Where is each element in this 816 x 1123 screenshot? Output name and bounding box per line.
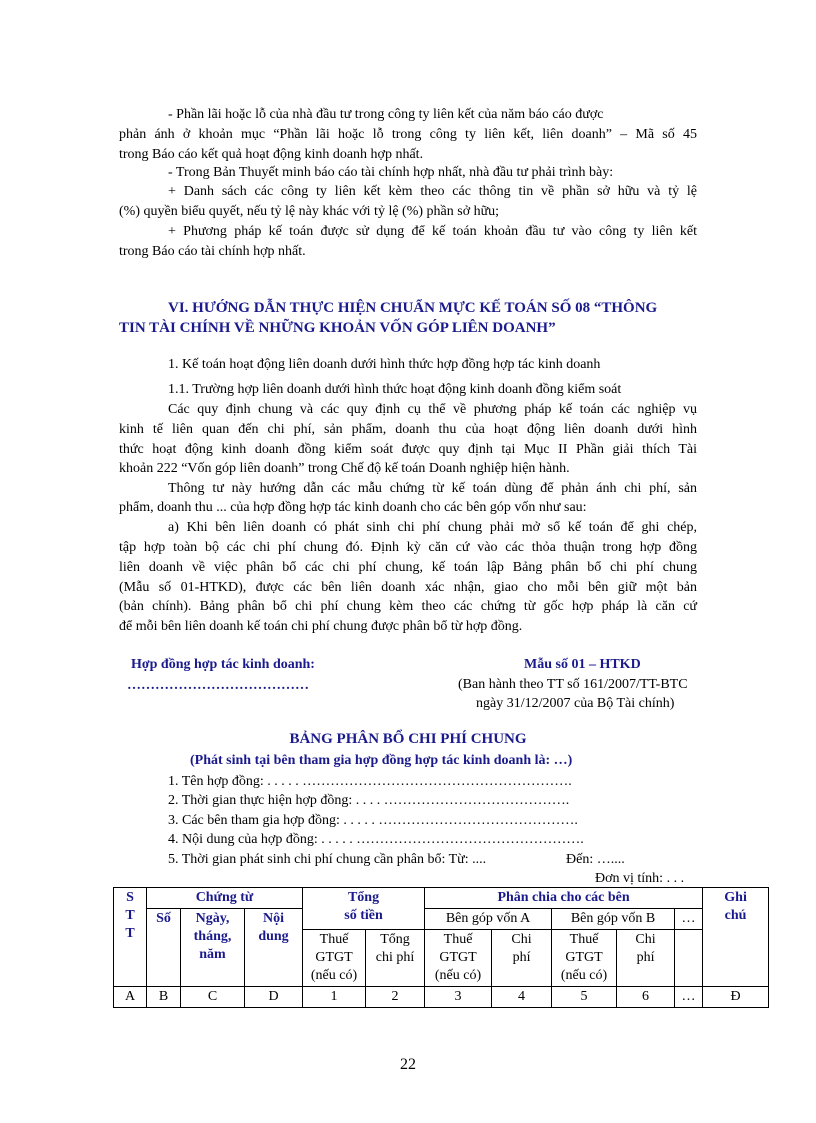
body-p2-line2: phẩm, doanh thu ... của hợp đồng hợp tác kinh doanh cho các bên góp vốn như sau: (119, 500, 587, 515)
body-p3-line2: tập hợp toàn bộ các chi phí chung đó. Định kỳ căn cứ vào các thỏa thuận trong hợp đồng (119, 540, 697, 555)
col-a-chi-phi: Chi phí (492, 930, 552, 987)
body-p3-line1: a) Khi bên liên doanh có phát sinh chi phí chung phải mở sổ kế toán để ghi chép, (168, 520, 697, 535)
col-so: Số (147, 909, 181, 987)
col-tong-chi-phi: Tổng chi phí (366, 930, 425, 987)
contract-label: Hợp đồng hợp tác kinh doanh: (131, 657, 315, 672)
col-ghi-chu: Ghi chú (703, 888, 769, 987)
code-cell: Đ (703, 987, 769, 1008)
subsection-1: 1. Kế toán hoạt động liên doanh dưới hình thức hợp đồng hợp tác kinh doanh (168, 357, 601, 372)
intro-p1-line1: - Phần lãi hoặc lỗ của nhà đầu tư trong công ty liên kết của năm báo cáo được (168, 107, 604, 122)
contract-dots: ………………………………… (127, 678, 309, 693)
code-cell: 2 (366, 987, 425, 1008)
col-phan-chia: Phân chia cho các bên (425, 888, 703, 909)
table-code-row (114, 987, 769, 1008)
col-ellipsis-sub (675, 930, 703, 987)
field-content: 4. Nội dung của hợp đồng: . . . . . …………………………………………. (168, 832, 584, 847)
body-p1-line4: khoản 222 “Vốn góp liên doanh” trong Chế độ kế toán Doanh nghiệp hiện hành. (119, 461, 570, 476)
table-header-row-2 (114, 909, 769, 930)
code-cell: B (147, 987, 181, 1008)
section-title-line1: VI. HƯỚNG DẪN THỰC HIỆN CHUẨN MỰC KẾ TOÁN SỐ 08 “THÔNG (168, 300, 658, 316)
section-title-line2: TIN TÀI CHÍNH VỀ NHỮNG KHOẢN VỐN GÓP LIÊN DOANH” (119, 320, 556, 336)
col-chung-tu: Chứng từ (147, 888, 303, 909)
code-cell: 4 (492, 987, 552, 1008)
issued-line2: ngày 31/12/2007 của Bộ Tài chính) (476, 696, 675, 711)
code-cell: D (245, 987, 303, 1008)
field-period-to: Đến: ….... (566, 852, 625, 867)
issued-line1: (Ban hành theo TT số 161/2007/TT-BTC (458, 677, 688, 692)
body-p1-line2: kinh tế liên quan đến chi phí, sản phẩm, doanh thu của hoạt động liên doanh dưới hình (119, 422, 697, 437)
body-p3-line4: (Mẫu số 01-HTKD), được các bên liên doanh xác nhận, giao cho mỗi bên giữ một bản (119, 580, 697, 595)
page-number: 22 (400, 1056, 416, 1073)
form-title: BẢNG PHÂN BỔ CHI PHÍ CHUNG (289, 731, 527, 747)
body-p3-line3: liên doanh về việc phân bổ các chi phí chung, kế toán lập Bảng phân bổ chi phí chung (119, 560, 697, 575)
code-cell: 5 (552, 987, 617, 1008)
code-cell: … (675, 987, 703, 1008)
unit-label: Đơn vị tính: . . . (595, 871, 685, 886)
intro-p3-line1: + Danh sách các công ty liên kết kèm theo các thông tin về phần sở hữu và tỷ lệ (168, 184, 697, 199)
col-b-chi-phi: Chi phí (617, 930, 675, 987)
form-number: Mẫu số 01 – HTKD (524, 657, 641, 672)
col-noi-dung: Nội dung (245, 909, 303, 987)
col-ngay: Ngày, tháng, năm (181, 909, 245, 987)
col-ben-b: Bên góp vốn B (552, 909, 675, 930)
intro-p1-line2: phản ánh ở khoản mục “Phần lãi hoặc lỗ trong công ty liên kết, liên doanh” – Mã số 45 (119, 127, 697, 142)
col-ben-a: Bên góp vốn A (425, 909, 552, 930)
col-b-thue: Thuế GTGT (nếu có) (552, 930, 617, 987)
intro-p3-line2: (%) quyền biểu quyết, nếu tỷ lệ này khác với tỷ lệ (%) phần sở hữu; (119, 204, 500, 219)
field-contract-duration: 2. Thời gian thực hiện hợp đồng: . . . . …………………………………. (168, 793, 570, 808)
intro-p4-line1: + Phương pháp kế toán được sử dụng để kế toán khoản đầu tư vào công ty liên kết (168, 224, 697, 239)
body-p3-line5: (bản chính). Bảng phân bổ chi phí chung kèm theo các chứng từ gốc hợp pháp là căn cứ (119, 599, 697, 614)
body-p2-line1: Thông tư này hướng dẫn các mẫu chứng từ kế toán dùng để phản ánh chi phí, sản (168, 481, 697, 496)
body-p1-line3: thức hoạt động kinh doanh đồng kiểm soát được quy định tại Mục II Phần giải thích Tài (119, 442, 697, 457)
intro-p2: - Trong Bản Thuyết minh báo cáo tài chính hợp nhất, nhà đầu tư phải trình bày: (168, 165, 614, 180)
body-p1-line1: Các quy định chung và các quy định cụ thể về phương pháp kế toán các nghiệp vụ (168, 402, 697, 417)
col-a-thue: Thuế GTGT (nếu có) (425, 930, 492, 987)
code-cell: C (181, 987, 245, 1008)
intro-p4-line2: trong Báo cáo tài chính hợp nhất. (119, 244, 306, 259)
code-cell: 3 (425, 987, 492, 1008)
form-subtitle: (Phát sinh tại bên tham gia hợp đồng hợp tác kinh doanh là: …) (190, 753, 573, 768)
col-ellipsis: … (675, 909, 703, 930)
code-cell: 1 (303, 987, 366, 1008)
intro-p1-line3: trong Báo cáo kết quả hoạt động kinh doanh hợp nhất. (119, 147, 424, 162)
field-period-from: 5. Thời gian phát sinh chi phí chung cần phân bổ: Từ: .... (168, 852, 487, 867)
subsection-1-1: 1.1. Trường hợp liên doanh dưới hình thức hoạt động kinh doanh đồng kiểm soát (168, 382, 622, 397)
field-parties: 3. Các bên tham gia hợp đồng: . . . . . ……………………………………. (168, 813, 578, 828)
cost-allocation-table (113, 887, 769, 1008)
col-tong-thue: Thuế GTGT (nếu có) (303, 930, 366, 987)
table-header-row-1 (114, 888, 769, 909)
code-cell: 6 (617, 987, 675, 1008)
col-tong-so-tien: Tổng số tiền (303, 888, 425, 930)
body-p3-line6: để mỗi bên liên doanh kế toán chi phí chung được phân bổ từ hợp đồng. (119, 619, 523, 634)
field-contract-name: 1. Tên hợp đồng: . . . . . …………………………………………………. (168, 774, 572, 789)
code-cell: A (114, 987, 147, 1008)
col-stt: S T T (114, 888, 147, 987)
